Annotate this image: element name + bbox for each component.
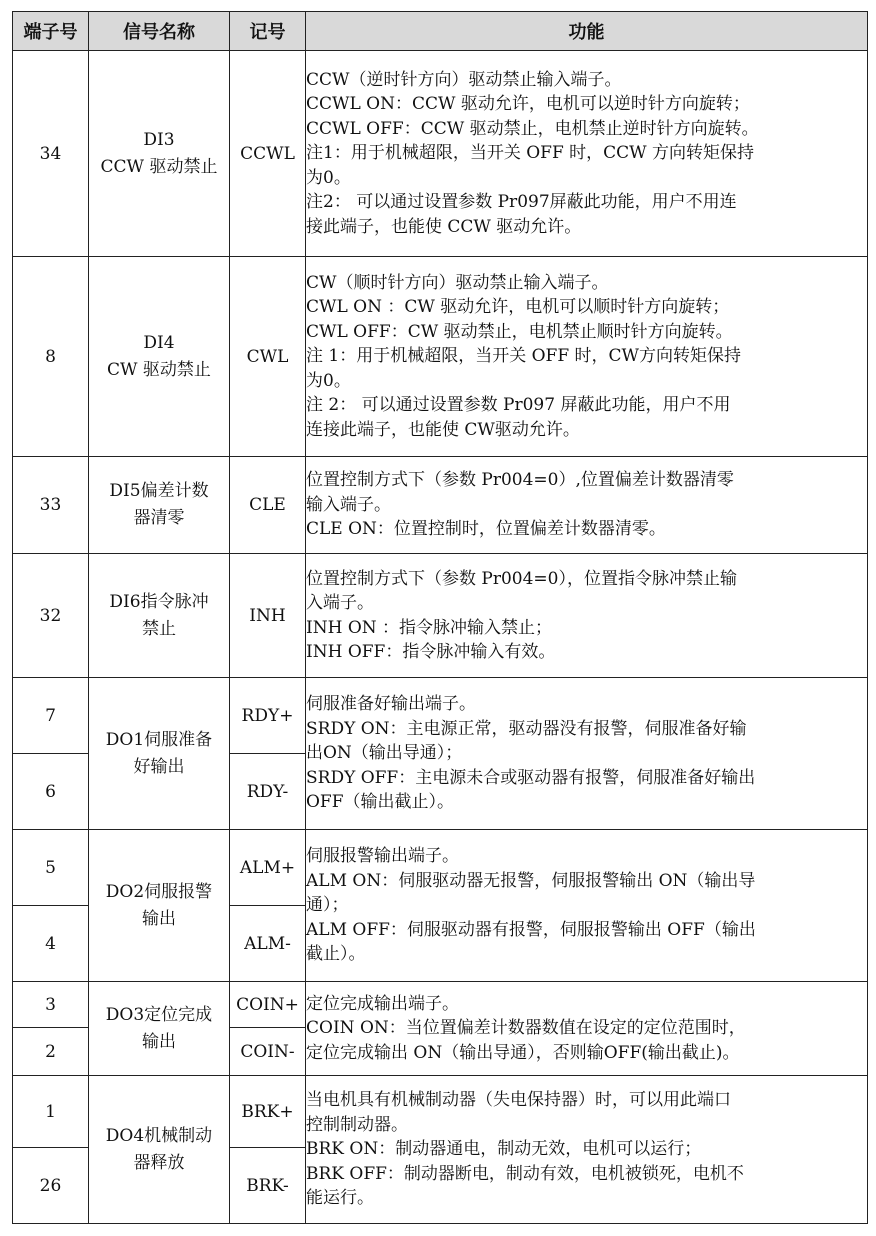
signal-name-line: DI3 — [143, 129, 175, 150]
signal-name-cell — [89, 1076, 230, 1224]
signal-name-line: 好输出 — [133, 756, 185, 777]
function-line: 截止）。 — [306, 944, 366, 965]
function-line: 出ON（输出导通）； — [306, 743, 463, 764]
function-line: CWL ON ：CW 驱动允许，电机可以顺时针方向旋转； — [306, 297, 730, 318]
signal-name-line: 禁止 — [142, 618, 176, 639]
signal-name-line: DO4机械制动 — [105, 1125, 213, 1146]
function-line: 通）； — [306, 895, 349, 916]
function-line: CCWL ON：CCW 驱动允许，电机可以逆时针方向旋转； — [306, 94, 750, 115]
signal-table — [12, 11, 868, 1224]
function-cell — [306, 830, 868, 982]
pin-cell: 26 — [13, 1148, 89, 1224]
function-line: 伺服准备好输出端子。 — [306, 694, 476, 715]
signal-name-line: DO2伺服报警 — [105, 881, 213, 902]
function-line: 注2： 可以通过设置参数 Pr097屏蔽此功能，用户不用连 — [306, 192, 737, 213]
symbol-cell: ALM- — [230, 906, 306, 982]
function-line: 注1：用于机械超限，当开关 OFF 时，CCW 方向转矩保持 — [306, 143, 755, 164]
function-line: COIN ON：当位置偏差计数器数值在设定的定位范围时， — [306, 1018, 746, 1039]
symbol-cell: BRK- — [230, 1148, 306, 1224]
table-row — [13, 51, 868, 257]
symbol-cell: COIN+ — [230, 982, 306, 1028]
function-line: 注 1：用于机械超限，当开关 OFF 时，CW方向转矩保持 — [306, 346, 742, 367]
function-cell — [306, 554, 868, 678]
symbol-cell: RDY+ — [230, 678, 306, 754]
signal-name-line: 器释放 — [133, 1152, 185, 1173]
pin-cell: 33 — [13, 457, 89, 554]
signal-name-cell — [89, 678, 230, 830]
pin-cell: 1 — [13, 1076, 89, 1148]
table-row — [13, 678, 868, 754]
header-function: 功能 — [306, 12, 868, 51]
symbol-cell: COIN- — [230, 1028, 306, 1076]
symbol-cell: CWL — [230, 257, 306, 457]
function-line: 输入端子。 — [306, 494, 391, 515]
symbol-cell: CLE — [230, 457, 306, 554]
symbol-cell: BRK+ — [230, 1076, 306, 1148]
signal-name-line: DI4 — [143, 332, 175, 353]
function-line: INH ON ：指令脉冲输入禁止； — [306, 617, 553, 638]
function-line: BRK ON：制动器通电，制动无效，电机可以运行； — [306, 1139, 702, 1160]
signal-name-cell — [89, 982, 230, 1076]
function-cell — [306, 257, 868, 457]
pin-cell: 3 — [13, 982, 89, 1028]
signal-name-line: DI5偏差计数 — [109, 481, 209, 501]
table-row — [13, 457, 868, 554]
function-cell — [306, 678, 868, 830]
symbol-cell: CCWL — [230, 51, 306, 257]
signal-name-cell — [89, 830, 230, 982]
function-cell — [306, 51, 868, 257]
function-line: BRK OFF：制动器断电，制动有效，电机被锁死，电机不 — [306, 1163, 744, 1184]
signal-name-line: DO3定位完成 — [105, 1004, 213, 1025]
function-cell — [306, 457, 868, 554]
pin-cell: 6 — [13, 754, 89, 830]
signal-name-cell — [89, 457, 230, 554]
signal-name-line: 输出 — [142, 1031, 176, 1052]
function-line: CCWL OFF：CCW 驱动禁止，电机禁止逆时针方向旋转。 — [306, 118, 759, 139]
function-line: 为0。 — [306, 370, 351, 391]
signal-name-line: 输出 — [142, 908, 176, 929]
pin-cell: 5 — [13, 830, 89, 906]
function-line: 定位完成输出 ON（输出导通），否则输OFF(输出截止)。 — [306, 1042, 740, 1063]
function-line: INH OFF：指令脉冲输入有效。 — [306, 642, 556, 662]
symbol-cell: RDY- — [230, 754, 306, 830]
function-line: 位置控制方式下（参数 Pr004=0），位置指令脉冲禁止输 — [306, 568, 737, 589]
function-line: 位置控制方式下（参数 Pr004=0）,位置偏差计数器清零 — [306, 470, 734, 491]
function-line: 定位完成输出端子。 — [306, 993, 459, 1014]
header-signal-name: 信号名称 — [89, 12, 230, 51]
function-cell — [306, 1076, 868, 1224]
pin-cell: 4 — [13, 906, 89, 982]
pin-cell: 7 — [13, 678, 89, 754]
function-line: 控制制动器。 — [306, 1114, 408, 1135]
function-line: 接此端子，也能使 CCW 驱动允许。 — [306, 216, 582, 237]
signal-name-cell — [89, 51, 230, 257]
signal-name-line: CCW 驱动禁止 — [100, 156, 218, 177]
pin-cell: 34 — [13, 51, 89, 257]
function-line: SRDY ON：主电源正常，驱动器没有报警，伺服准备好输 — [306, 718, 747, 739]
function-line: 当电机具有机械制动器（失电保持器）时，可以用此端口 — [306, 1090, 731, 1111]
signal-name-cell — [89, 554, 230, 678]
header-terminal: 端子号 — [13, 12, 89, 51]
function-line: ALM ON：伺服驱动器无报警，伺服报警输出 ON（输出导 — [306, 870, 756, 891]
signal-name-line: DI6指令脉冲 — [109, 591, 209, 612]
function-line: ALM OFF：伺服驱动器有报警，伺服报警输出 OFF（输出 — [306, 919, 756, 940]
table-row — [13, 1076, 868, 1148]
pin-cell: 2 — [13, 1028, 89, 1076]
symbol-cell: ALM+ — [230, 830, 306, 906]
function-line: CLE ON：位置控制时，位置偏差计数器清零。 — [306, 519, 666, 540]
function-cell — [306, 982, 868, 1076]
function-line: 注 2： 可以通过设置参数 Pr097 屏蔽此功能，用户不用 — [306, 395, 731, 416]
signal-name-line: CW 驱动禁止 — [107, 359, 211, 380]
header-row — [13, 12, 868, 51]
function-line: 入端子。 — [306, 593, 374, 613]
header-symbol: 记号 — [230, 12, 306, 51]
function-line: CWL OFF：CW 驱动禁止，电机禁止顺时针方向旋转。 — [306, 321, 733, 342]
function-line: 为0。 — [306, 167, 351, 188]
function-line: CW（顺时针方向）驱动禁止输入端子。 — [306, 272, 609, 293]
signal-name-cell — [89, 257, 230, 457]
table-row — [13, 554, 868, 678]
function-line: SRDY OFF：主电源未合或驱动器有报警，伺服准备好输出 — [306, 767, 756, 788]
symbol-cell: INH — [230, 554, 306, 678]
signal-name-line: DO1伺服准备 — [105, 729, 213, 750]
table-row — [13, 830, 868, 906]
function-line: 伺服报警输出端子。 — [306, 846, 459, 867]
pin-cell: 32 — [13, 554, 89, 678]
function-line: OFF（输出截止）。 — [306, 792, 455, 813]
signal-name-line: 器清零 — [133, 508, 185, 528]
table-row — [13, 982, 868, 1028]
function-line: CCW（逆时针方向）驱动禁止输入端子。 — [306, 69, 622, 90]
pin-cell: 8 — [13, 257, 89, 457]
table-row — [13, 257, 868, 457]
function-line: 能运行。 — [306, 1188, 374, 1209]
function-line: 连接此端子，也能使 CW驱动允许。 — [306, 419, 580, 440]
